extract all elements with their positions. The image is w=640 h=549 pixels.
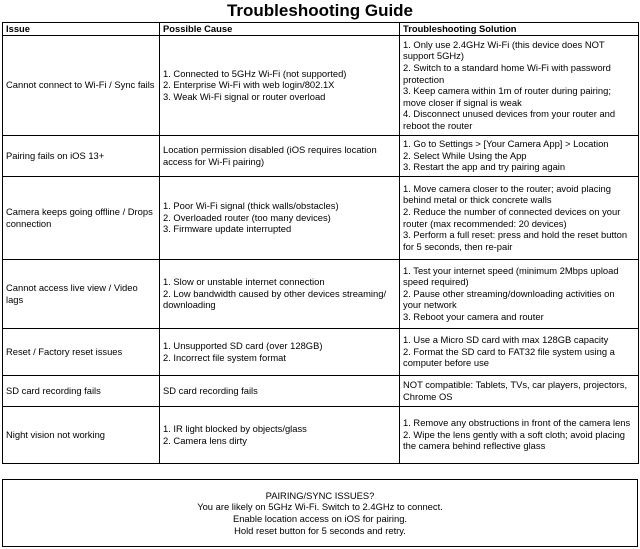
cause-line: 1. Unsupported SD card (over 128GB) — [163, 340, 323, 351]
table-row — [3, 176, 639, 259]
issue-cell: SD card recording fails — [3, 375, 160, 406]
pairing-tips-box — [2, 479, 638, 547]
solution-line: 1. Move camera closer to the router; avoid placing behind metal or thick concrete walls — [403, 182, 611, 206]
solution-cell — [400, 176, 639, 259]
header-possible-cause: Possible Cause — [160, 23, 400, 36]
solution-line: 3. Perform a full reset: press and hold the reset button for 5 seconds, then re-pair — [403, 229, 628, 252]
table-row — [3, 328, 639, 375]
issue-cell: Camera keeps going offline / Drops connection — [3, 176, 160, 259]
cause-cell — [160, 135, 400, 176]
solution-line: 4. Disconnect unused devices from your router and reboot the router — [403, 108, 616, 131]
issue-cell: Cannot connect to Wi-Fi / Sync fails — [3, 35, 160, 135]
solution-cell — [400, 259, 639, 328]
solution-line: 2. Select While Using the App — [403, 149, 527, 161]
solution-cell — [400, 35, 639, 135]
solution-line: 1. Test your internet speed (minimum 2Mbps upload speed required) — [403, 264, 619, 288]
issue-cell: Pairing fails on iOS 13+ — [3, 135, 160, 176]
cause-line: 3. Firmware update interrupted — [163, 223, 292, 235]
cause-cell — [160, 406, 400, 463]
cause-line: 2. Low bandwidth caused by other devices streaming/ downloading — [163, 287, 387, 311]
table-body — [3, 35, 639, 463]
cause-line: 1. IR light blocked by objects/glass — [163, 423, 307, 434]
cause-line: 2. Camera lens dirty — [163, 434, 247, 446]
solution-line: NOT compatible: Tablets, TVs, car players, projectors, Chrome OS — [403, 379, 628, 402]
cause-line: Location permission disabled (iOS requires location access for Wi-Fi pairing) — [163, 144, 377, 167]
header-issue: Issue — [3, 23, 160, 36]
solution-line: 1. Only use 2.4GHz Wi-Fi (this device does NOT support 5GHz) — [403, 38, 605, 62]
page-title: Troubleshooting Guide — [226, 1, 414, 20]
table-row — [3, 259, 639, 328]
table-row — [3, 135, 639, 176]
table-row — [3, 406, 639, 463]
solution-line: 1. Use a Micro SD card with max 128GB capacity — [403, 334, 609, 346]
footer-tip: Hold reset button for 5 seconds and retry. — [234, 524, 406, 536]
solution-line: 2. Format the SD card to FAT32 file system using a computer before use — [403, 345, 615, 369]
cause-cell — [160, 35, 400, 135]
footer-tip: Enable location access on iOS for pairing. — [232, 513, 408, 524]
solution-line: 2. Wipe the lens gently with a soft cloth; avoid placing the camera behind reflective glass — [403, 428, 625, 452]
issue-cell: Cannot access live view / Video lags — [3, 259, 160, 328]
cause-line: 2. Incorrect file system format — [163, 351, 286, 363]
solution-cell — [400, 406, 639, 463]
cause-line: 1. Connected to 5GHz Wi-Fi (not supported) — [163, 67, 347, 79]
solution-line: 2. Pause other streaming/downloading activities on your network — [403, 287, 615, 311]
cause-cell — [160, 259, 400, 328]
footer-tip: You are likely on 5GHz Wi-Fi. Switch to 2.4GHz to connect. — [197, 501, 443, 513]
solution-line: 1. Go to Settings > [Your Camera App] > Location — [403, 138, 609, 150]
table-header-row — [3, 23, 639, 36]
solution-cell — [400, 328, 639, 375]
cause-line: 2. Overloaded router (too many devices) — [163, 211, 331, 223]
header-troubleshooting-solution: Troubleshooting Solution — [400, 23, 639, 36]
issue-cell: Reset / Factory reset issues — [3, 328, 160, 375]
cause-line: 3. Weak Wi-Fi signal or router overload — [163, 90, 326, 102]
solution-cell — [400, 135, 639, 176]
cause-line: 1. Slow or unstable internet connection — [163, 276, 325, 288]
table-row — [3, 375, 639, 406]
issue-cell: Night vision not working — [3, 406, 160, 463]
solution-line: 2. Reduce the number of connected devices on your router (max recommended: 20 devices) — [403, 206, 621, 229]
cause-line: 2. Enterprise Wi-Fi with web login/802.1X — [163, 79, 335, 91]
table-row — [3, 35, 639, 135]
cause-line: SD card recording fails — [163, 384, 258, 396]
cause-line: 1. Poor Wi-Fi signal (thick walls/obstacles) — [163, 200, 339, 212]
cause-cell — [160, 176, 400, 259]
solution-line: 1. Remove any obstructions in front of the camera lens — [403, 417, 631, 429]
solution-line: 3. Keep camera within 1m of router during pairing; move closer if signal is weak — [403, 85, 611, 108]
solution-line: 2. Switch to a standard home Wi-Fi with password protection — [403, 61, 611, 85]
solution-line: 3. Restart the app and try pairing again — [403, 161, 566, 173]
troubleshooting-table — [2, 22, 639, 464]
solution-cell — [400, 375, 639, 406]
footer-heading: PAIRING/SYNC ISSUES? — [265, 489, 375, 501]
solution-line: 3. Reboot your camera and router — [403, 310, 544, 322]
cause-cell — [160, 328, 400, 375]
cause-cell — [160, 375, 400, 406]
